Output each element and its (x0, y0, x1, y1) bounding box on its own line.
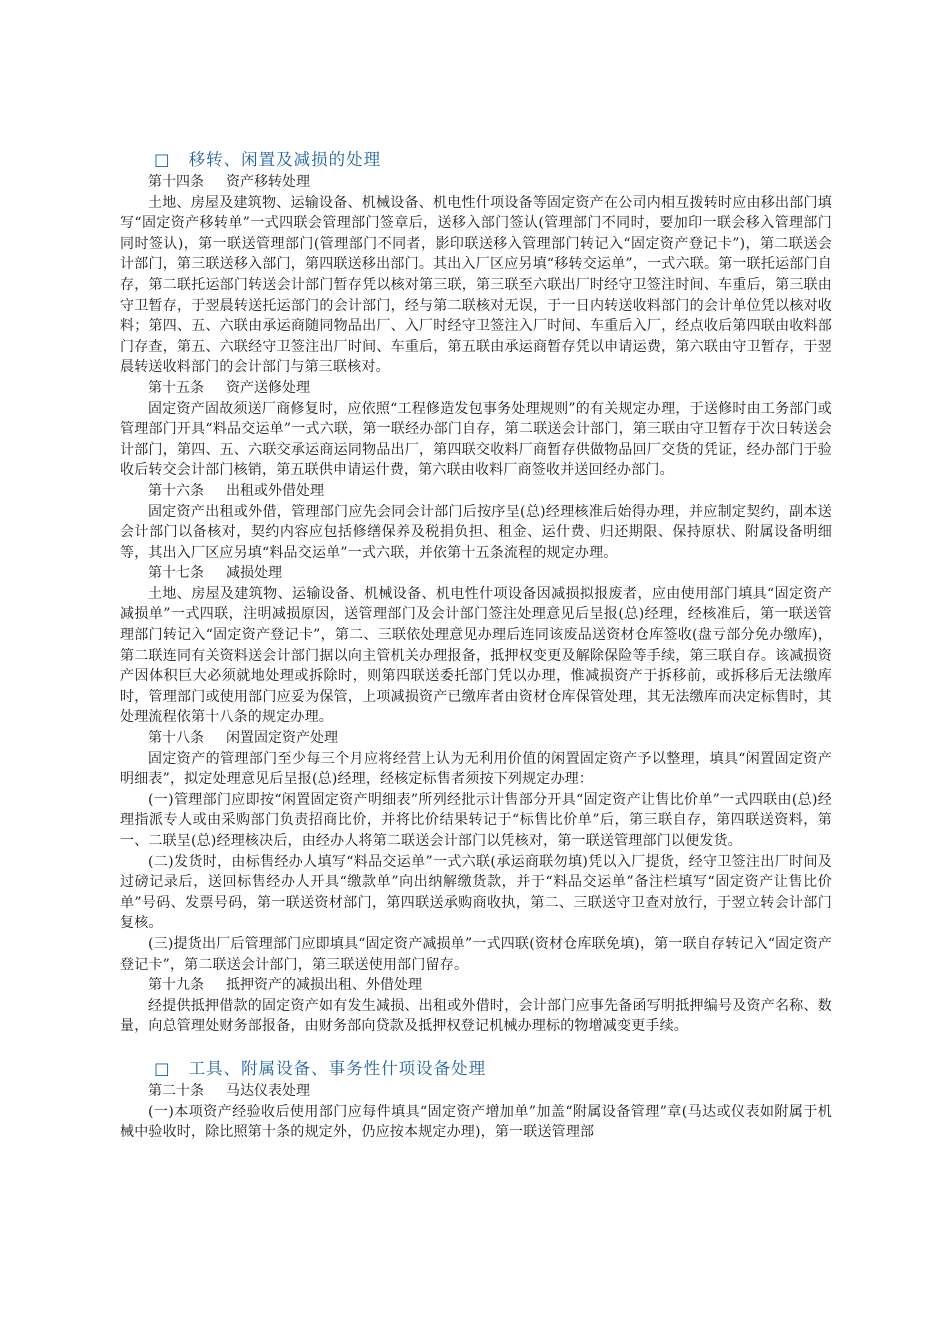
article-title: 第十七条 减损处理 (148, 565, 282, 582)
article-paragraph: 经提供抵押借款的固定资产如有发生减损、出租或外借时，会计部门应事先备函写明抵押编号及资产名称、数量，向总管理处财务部报备，由财务部向贷款及抵押权登记机械办理标的物增减变更手续。 (120, 997, 832, 1035)
article-title: 第十五条 资产送修处理 (148, 379, 310, 396)
section-title: 工具、附属设备、事务性什项设备处理 (188, 1058, 487, 1078)
article-paragraph: 土地、房屋及建筑物、运输设备、机械设备、机电性什项设备因减损拟报废者，应由使用部门填具“固定资产减损单”一式四联，注明减损原因，送管理部门及会计部门签注处理意见后呈报(总)经理，经核准后，第一联送管理部门转记入“固定资产登记卡”，第二、三联依处理意见办理后连同该废品送资材仓库签收(盘亏部分免办缴库)，第二联连同有关资料送会计部门据以向主管机关办理报备，抵押权变更及解除保险等手续，第三联自存。该减损资产因体积巨大必须就地处理或拆除时，则第四联送委托部门凭以办理，惟减损资产于拆移前，或拆移后无法缴库时，管理部门或使用部门应妥为保管，上项减损资产已缴库者由资材仓库保管处理，其无法缴库而决定标售时，其处理流程依第十八条的规定办理。 (120, 585, 832, 726)
article-paragraph: 固定资产的管理部门至少每三个月应将经营上认为无利用价值的闲置固定资产予以整理，填具“闲置固定资产明细表”，拟定处理意见后呈报(总)经理，经核定标售者须按下列规定办理： (120, 750, 832, 788)
section-title: 移转、闲置及减损的处理 (188, 150, 382, 169)
article-paragraph: (一)管理部门应即按“闲置固定资产明细表”所列经批示计售部分开具“固定资产让售比价单”一式四联由(总)经理指派专人或由采购部门负责招商比价，并将比价结果转记于“标售比价单”后，第三联自存，第四联送资料，第一、二联呈(总)经理核决后，由经办人将第二联送会计部门以凭核对，第一联送管理部门以便发货。 (120, 791, 832, 849)
article-paragraph: (一)本项资产经验收后使用部门应每件填具“固定资产增加单”加盖“附属设备管理”章(马达或仪表如附属于机械中验收时，除比照第十条的规定外，仍应按本规定办理)，第一联送管理部 (120, 1103, 832, 1141)
article-paragraph: 固定资产出租或外借，管理部门应先会同会计部门后按序呈(总)经理核准后始得办理，并应制定契约，副本送会计部门以备核对，契约内容应包括修缮保养及税捐负担、租金、运什费、归还期限、保持原状、附属设备明细等，其出入厂区应另填“料品交运单”一式六联，并依第十五条流程的规定办理。 (120, 503, 832, 561)
article-title: 第十八条 闲置固定资产处理 (148, 730, 338, 747)
article-paragraph: 土地、房屋及建筑物、运输设备、机械设备、机电性什项设备等固定资产在公司内相互拨转时应由移出部门填写“固定资产移转单”一式四联会管理部门签章后，送移入部门签认(管理部门不同时，要加印一联会移入管理部门同时签认)，第一联送管理部门(管理部门不同者，影印联送移入管理部门转记入“固定资产登记卡”)，第二联送会计部门，第三联送移入部门，第四联送移出部门。其出入厂区应另填“移转交运单”，一式六联。第一联托运部门自存，第二联托运部门转送会计部门暂存凭以核对第三联，第三联至六联出厂时经守卫签注时间、车重后，第三联由守卫暂存，于翌晨转送托运部门的会计部门，经与第二联核对无误，于一日内转送收料部门的会计单位凭以核对收料；第四、五、六联由承运商随同物品出厂、入厂时经守卫签注入厂时间、车重后入厂，经点收后第四联由收料部门存查，第五、六联经守卫签注出厂时间、车重后，第五联由承运商暂存凭以申请运费，第六联由守卫暂存，于翌晨转送收料部门的会计部门与第三联核对。 (120, 194, 832, 376)
checkbox-icon: □ (154, 1058, 171, 1078)
article-paragraph: (二)发货时，由标售经办人填写“料品交运单”一式六联(承运商联勿填)凭以入厂提货，经守卫签注出厂时间及过磅记录后，送回标售经办人开具“缴款单”向出纳解缴货款，并于“料品交运单”备注栏填写“固定资产让售比价单”号码、发票号码，第一联送资材部门，第四联送承购商收执，第二、三联送守卫查对放行，于翌立转会计部门复核。 (120, 853, 832, 932)
section-heading-tools (120, 1057, 832, 1081)
article-title: 第十九条 抵押资产的减损出租、外借处理 (148, 977, 422, 994)
checkbox-icon: □ (154, 150, 171, 169)
article-title: 第十四条 资产移转处理 (148, 174, 310, 190)
article-title: 第二十条 马达仪表处理 (148, 1082, 310, 1099)
article-title: 第十六条 出租或外借处理 (148, 482, 324, 499)
article-paragraph: 固定资产固故须送厂商修复时，应依照“工程修造发包事务处理规则”的有关规定办理，于送修时由工务部门或管理部门开具“料品交运单”一式六联，第一联经办部门自存，第二联送会计部门，第三联由守卫暂存于次日转送会计部门，第四、五、六联交承运商运同物品出厂，第四联交收料厂商暂存供做物品回厂交货的凭证，经办部门于验收后转交会计部门核销，第五联供申请运什费，第六联由收料厂商签收并送回经办部门。 (120, 400, 832, 479)
section-heading-transfer (120, 148, 832, 172)
article-paragraph: (三)提货出厂后管理部门应即填具“固定资产减损单”一式四联(资材仓库联免填)，第一联自存转记入“固定资产登记卡”，第二联送会计部门，第三联送使用部门留存。 (120, 935, 832, 973)
document-body (120, 148, 832, 1143)
